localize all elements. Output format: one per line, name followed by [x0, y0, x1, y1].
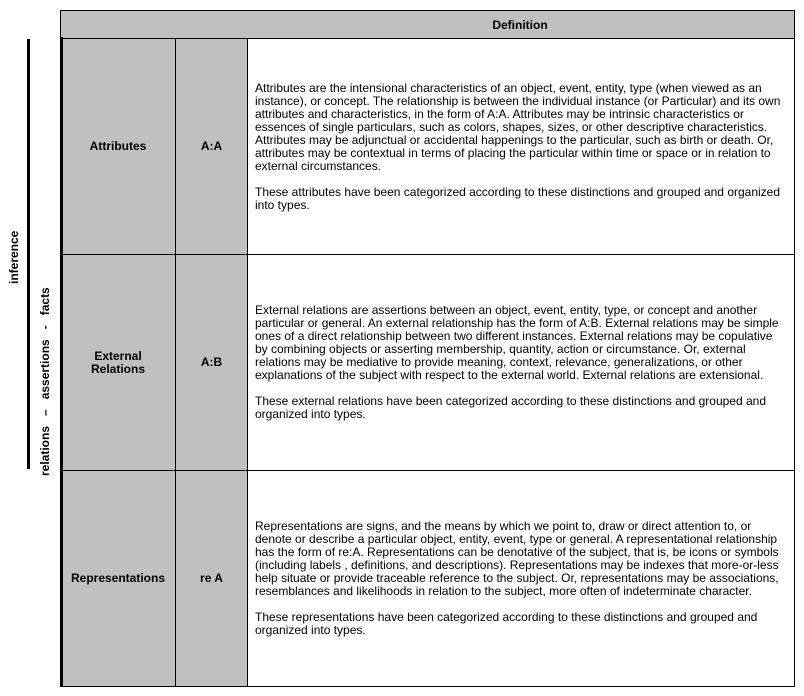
- header-row: [60, 10, 795, 39]
- table-left-border: [60, 37, 63, 687]
- row-code-attributes: A:A: [175, 38, 248, 255]
- definition-paragraph: These external relations have been categorized according to these distinctions and grouped and organized into types.: [255, 394, 767, 421]
- row-name-external-relations: External Relations: [60, 254, 176, 471]
- definition-paragraph: Attributes are the intensional characteristics of an object, event, entity, type (when viewed as an instance), or concept. The relationship is between the individual instance (or Particular) and its own attributes and characteristics, in the form of A:A. Attributes may be intrinsic characteristics or essences of single particulars, such as colors, shapes, sizes, or other descriptive characteristics. Attributes may be adjunctual or accidental happenings to the particular, such as birth or death. Or, attributes may be contextual in terms of placing the particular within time or space or in relation to external circumstances.: [255, 80, 781, 173]
- definition-paragraph: These attributes have been categorized according to these distinctions and grouped and organized into types.: [255, 184, 781, 212]
- row-definition-external-relations: [247, 254, 795, 471]
- row-name-representations: Representations: [60, 470, 176, 687]
- row-name-attributes: Attributes: [60, 38, 176, 255]
- row-code-external-relations: A:B: [175, 254, 248, 471]
- row-definition-representations: [247, 470, 795, 687]
- definition-header: Definition: [492, 17, 548, 32]
- inference-label: inference: [7, 230, 21, 284]
- row-code-representations: re A: [175, 470, 248, 687]
- relations-assertions-facts-label: relations – assertions - facts: [38, 287, 52, 476]
- row-definition-attributes: [247, 38, 795, 255]
- definition-paragraph: External relations are assertions between an object, event, entity, type, or concept and another particular or general. An external relationship has the form of A:B. External relations may be simple ones of a direct relationship between two different instances. External relations may be copulative by combining objects or asserting membership, quantity, action or circumstance. Or, external relations may be mediative to provide meaning, context, relevance, generalizations, or other explanations of the subject with respect to the external world. External relations are extensional.: [255, 303, 779, 382]
- definition-paragraph: Representations are signs, and the means by which we point to, draw or direct attention to, or denote or describe a particular object, entity, event, type or general. A representational relationship has the form of re:A. Representations can be denotative of the subject, that is, be icons or symbols (including labels , definitions, and descriptions). Representations may be indexes that more-or-less help situate or provide traceable reference to the subject. Or, representations may be associations, resemblances and likelihoods in relation to the subject, more often of indeterminate character.: [255, 519, 779, 598]
- definition-table: [60, 10, 795, 687]
- inference-bar: [27, 39, 30, 469]
- definition-paragraph: These representations have been categorized according to these distinctions and grouped and organized into types.: [255, 610, 758, 637]
